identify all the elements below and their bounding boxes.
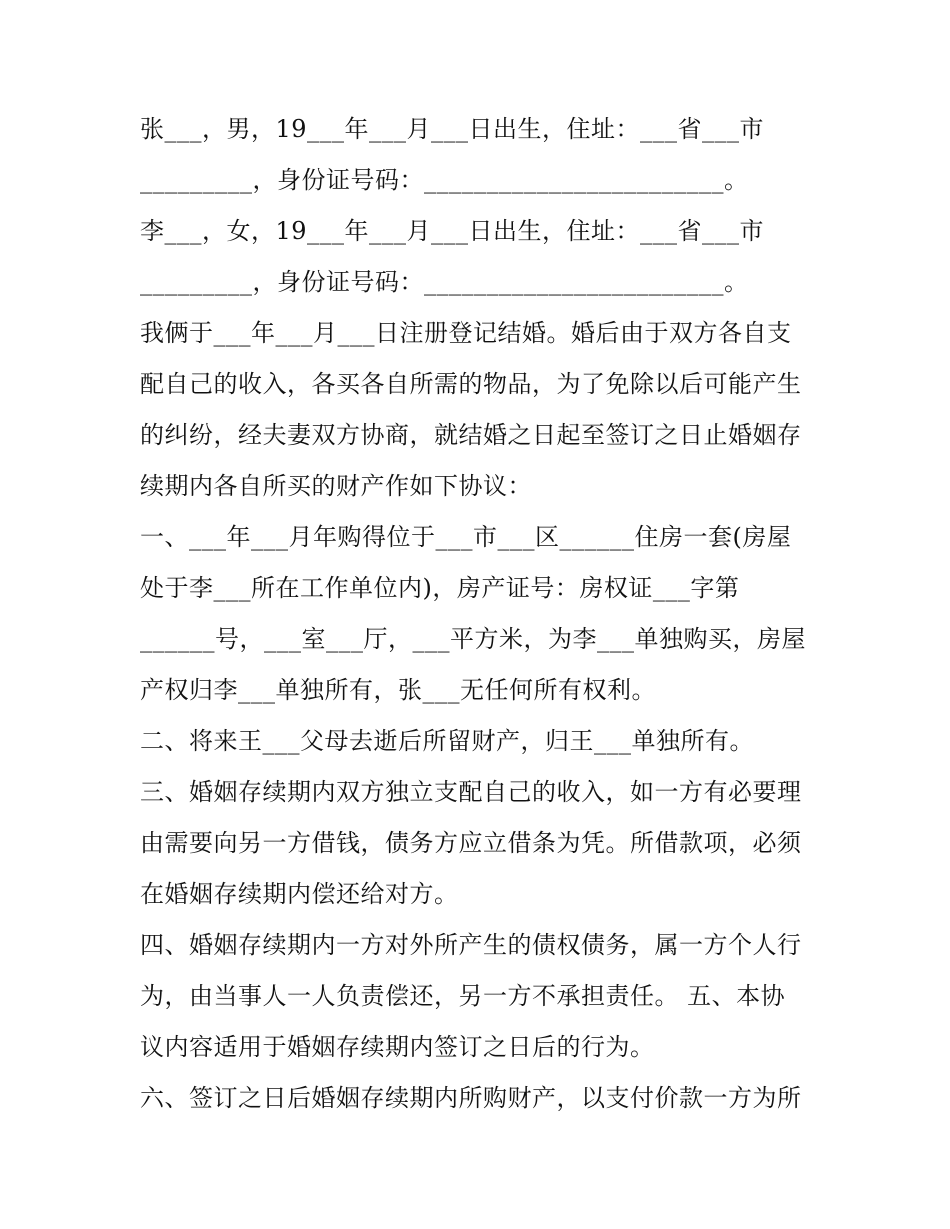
line-12: 产权归李___单独所有，张___无任何所有权利。 xyxy=(140,676,656,704)
line-11: ______号，___室___厅，___平方米，为李___单独购买，房屋 xyxy=(140,625,806,653)
line-13: 二、将来王___父母去逝后所留财产，归王___单独所有。 xyxy=(140,727,754,755)
line-15: 由需要向另一方借钱，债务方应立借条为凭。所借款项，必须 xyxy=(140,829,802,857)
line-20: 六、签订之日后婚姻存续期内所购财产，以支付价款一方为所 xyxy=(140,1084,802,1112)
line-3: 李___，女，19___年___月___日出生，住址：___省___市 xyxy=(140,217,765,245)
line-7: 的纠纷，经夫妻双方协商，就结婚之日起至签订之日止婚姻存 xyxy=(140,421,802,449)
line-2: _________，身份证号码：________________________。 xyxy=(140,166,749,194)
line-17: 四、婚姻存续期内一方对外所产生的债权债务，属一方个人行 xyxy=(140,931,802,959)
line-6: 配自己的收入，各买各自所需的物品，为了免除以后可能产生 xyxy=(140,370,802,398)
line-19: 议内容适用于婚姻存续期内签订之日后的行为。 xyxy=(140,1033,655,1061)
line-16: 在婚姻存续期内偿还给对方。 xyxy=(140,880,459,908)
line-4: _________，身份证号码：________________________。 xyxy=(140,268,749,296)
line-14: 三、婚姻存续期内双方独立支配自己的收入，如一方有必要理 xyxy=(140,778,802,806)
line-10: 处于李___所在工作单位内)，房产证号：房权证___字第 xyxy=(140,574,740,602)
agreement-text-body xyxy=(140,104,840,1124)
line-1: 张___，男，19___年___月___日出生，住址：___省___市 xyxy=(140,115,765,143)
line-5: 我俩于___年___月___日注册登记结婚。婚后由于双方各自支 xyxy=(140,319,792,347)
line-9: 一、___年___月年购得位于___市___区______住房一套(房屋 xyxy=(140,523,792,551)
line-8: 续期内各自所买的财产作如下协议： xyxy=(140,472,532,500)
line-18: 为，由当事人一人负责偿还，另一方不承担责任。 五、本协 xyxy=(140,982,786,1010)
